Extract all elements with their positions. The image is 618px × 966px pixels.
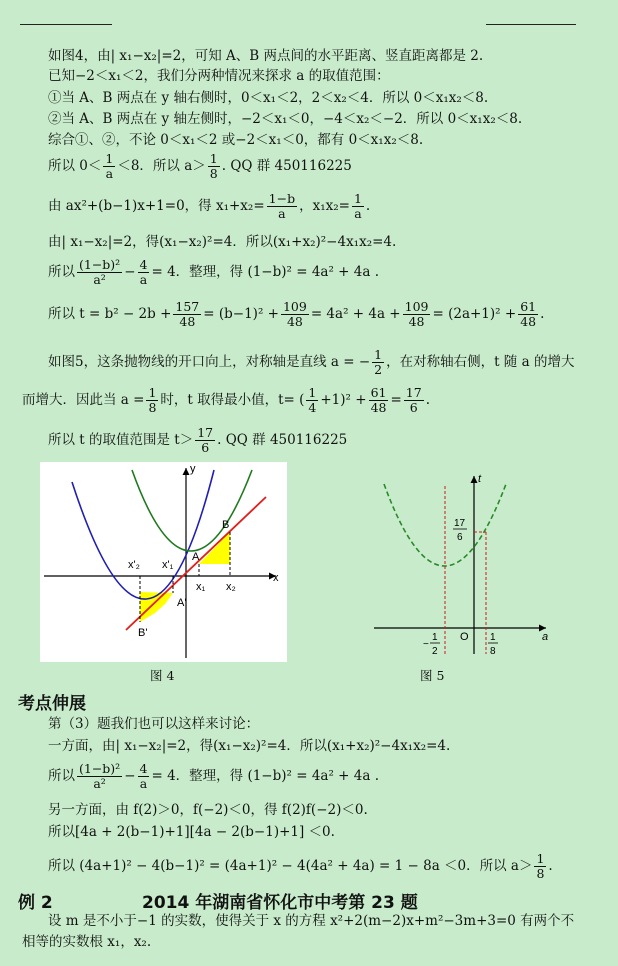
section-line-5: 所以[4a + 2(b−1)+1][4a − 2(b−1)+1] ＜0. [48, 824, 335, 840]
text-line-8: 由| x₁−x₂|=2，得(x₁−x₂)²=4．所以(x₁+x₂)²−4x₁x₂=4. [48, 234, 397, 250]
seg: = 4．整理，得 (1−b)² = 4a² + 4a . [151, 264, 379, 280]
label-x2p: x'₂ [128, 559, 140, 571]
fraction-4-over-a: $\frac{4}{a}$ [139, 761, 148, 791]
fraction-61-over-48: $\frac{61}{48}$ [370, 385, 387, 415]
seg: . QQ 群 450116225 [221, 158, 352, 174]
seg: . [548, 858, 553, 874]
text-line-6 [48, 152, 352, 181]
label-y: y [190, 463, 196, 475]
seg: ，x₁x₂= [299, 198, 350, 214]
seg: +1)² + [320, 392, 367, 408]
fraction-109-over-48: $\frac{109}{48}$ [282, 299, 307, 329]
label-B: B [222, 519, 230, 531]
text-line-7 [48, 192, 370, 221]
label-x2: x₂ [226, 581, 236, 593]
label-x1: x₁ [196, 581, 206, 593]
green-parabola [132, 470, 252, 551]
section-line-2: 一方面，由| x₁−x₂|=2，得(x₁−x₂)²=4．所以(x₁+x₂)²−4x₁x₂=4. [48, 738, 451, 754]
label-B-prime: B' [138, 627, 148, 639]
seg: 所以 t 的取值范围是 t＞ [48, 432, 194, 448]
seg: ，在对称轴右侧，t 随 a 的增大 [386, 354, 575, 370]
seg: 所以 (4a+1)² − 4(b−1)² = (4a+1)² − 4(4a² + 4a) = 1 − 8a ＜0．所以 a＞ [48, 858, 533, 874]
example-line-2: 相等的实数根 x₁，x₂. [22, 934, 152, 950]
label-O: O [460, 631, 469, 643]
label-eighth-den: 8 [490, 646, 496, 657]
label-t: t [478, 473, 482, 485]
label-neg-half-num: 1 [432, 632, 438, 643]
seg: . [365, 198, 371, 214]
text-line-10 [48, 300, 544, 329]
seg: = 4．整理，得 (1−b)² = 4a² + 4a . [151, 768, 379, 784]
seg: = [390, 392, 402, 408]
example-source: 2014 年湖南省怀化市中考第 23 题 [142, 893, 418, 913]
seg: 由 ax²+(b−1)x+1=0，得 x₁+x₂= [48, 198, 265, 214]
seg: 所以 [48, 768, 75, 784]
fraction-109-over-48: $\frac{109}{48}$ [404, 299, 429, 329]
seg: 所以 [48, 264, 75, 280]
section-line-6 [48, 852, 553, 881]
fraction-4-over-a: $\frac{4}{a}$ [139, 257, 148, 287]
seg: 所以 t = b² − 2b + [48, 306, 172, 322]
figure-5 [370, 470, 562, 662]
seg: 如图5，这条抛物线的开口向上，对称轴是直线 a = − [48, 354, 371, 370]
text-line-1: 如图4，由| x₁−x₂|=2，可知 A、B 两点间的水平距离、竖直距离都是 2. [48, 48, 484, 64]
text-line-4: ②当 A、B 两点在 y 轴左侧时，−2＜x₁＜0，−4＜x₂＜−2．所以 0＜x₁x₂＜8. [48, 111, 523, 127]
label-x: x [273, 572, 279, 584]
red-line [126, 497, 266, 630]
label-A-prime: A' [177, 597, 187, 609]
fraction-1-over-2: $\frac{1}{2}$ [374, 347, 383, 377]
seg: 而增大．因此当 a = [22, 392, 145, 408]
fraction-1-over-4: $\frac{1}{4}$ [308, 385, 317, 415]
seg: . QQ 群 450116225 [217, 432, 348, 448]
example-title: 例 2 [18, 893, 53, 913]
text-line-5: 综合①、②，不论 0＜x₁＜2 或−2＜x₁＜0，都有 0＜x₁x₂＜8. [48, 132, 424, 148]
fraction-1-minus-b-over-a: $\frac{1-b}{a}$ [268, 191, 296, 221]
seg: = 4a² + 4a + [310, 306, 401, 322]
seg: = (2a+1)² + [432, 306, 517, 322]
label-t17: 17 [454, 518, 466, 529]
header-rule-right [486, 24, 576, 25]
seg: . [540, 306, 545, 322]
text-line-3: ①当 A、B 两点在 y 轴右侧时，0＜x₁＜2，2＜x₂＜4．所以 0＜x₁x₂＜8. [48, 90, 489, 106]
section-line-1: 第（3）题我们也可以这样来讨论： [48, 716, 260, 732]
label-neg: − [423, 639, 429, 650]
blue-parabola [72, 470, 214, 599]
fraction-61-over-48: $\frac{61}{48}$ [520, 299, 537, 329]
fraction-1-over-a: $\frac{1}{a}$ [353, 191, 362, 221]
seg: = (b−1)² + [203, 306, 279, 322]
text-line-11 [48, 348, 574, 377]
text-line-2: 已知−2＜x₁＜2，我们分两种情况来探求 a 的取值范围： [48, 68, 390, 84]
seg: . [425, 392, 430, 408]
header-rule-left [20, 24, 112, 25]
label-neg-half-den: 2 [432, 646, 438, 657]
section-title: 考点伸展 [18, 694, 86, 714]
seg: 所以 0＜ [48, 158, 102, 174]
fraction-157-over-48: $\frac{157}{48}$ [175, 299, 200, 329]
seg: ＜8．所以 a＞ [117, 158, 206, 174]
fraction-1-over-a: $\frac{1}{a}$ [105, 151, 114, 181]
text-line-12 [22, 386, 430, 415]
fraction-1-over-8: $\frac{1}{8}$ [148, 385, 157, 415]
fraction-1-over-8: $\frac{1}{8}$ [536, 851, 545, 881]
fraction-17-over-6: $\frac{17}{6}$ [197, 425, 214, 455]
text-line-13 [48, 426, 347, 455]
section-line-3 [48, 762, 379, 791]
example-line-1: 设 m 是不小于−1 的实数，使得关于 x 的方程 x²+2(m−2)x+m²−3m+3=0 有两个不 [48, 913, 575, 929]
seg: − [124, 768, 136, 784]
fraction-1-over-8: $\frac{1}{8}$ [209, 151, 218, 181]
seg: 时，t 取得最小值，t= ( [160, 392, 305, 408]
label-A: A [192, 551, 200, 563]
label-t6: 6 [457, 532, 463, 543]
fraction-1-minus-b-sq-over-a-sq: $\frac{\text{(1−b)²}}{\text{a²}}$ [79, 257, 121, 287]
figure-4-caption: 图 4 [150, 668, 175, 683]
section-line-4: 另一方面，由 f(2)＞0，f(−2)＜0，得 f(2)f(−2)＜0. [48, 802, 368, 818]
figure-5-caption: 图 5 [420, 668, 445, 683]
seg: − [124, 264, 136, 280]
label-eighth-num: 1 [490, 632, 496, 643]
text-line-9 [48, 258, 379, 287]
label-x1p: x'₁ [162, 559, 174, 571]
label-a: a [542, 631, 549, 643]
figure-5-svg [370, 470, 562, 662]
figure-4-svg [40, 462, 287, 662]
fraction-1-minus-b-sq-over-a-sq: $\frac{\text{(1−b)²}}{\text{a²}}$ [79, 761, 121, 791]
fraction-17-over-6: $\frac{17}{6}$ [405, 385, 422, 415]
figure-4 [40, 462, 287, 662]
